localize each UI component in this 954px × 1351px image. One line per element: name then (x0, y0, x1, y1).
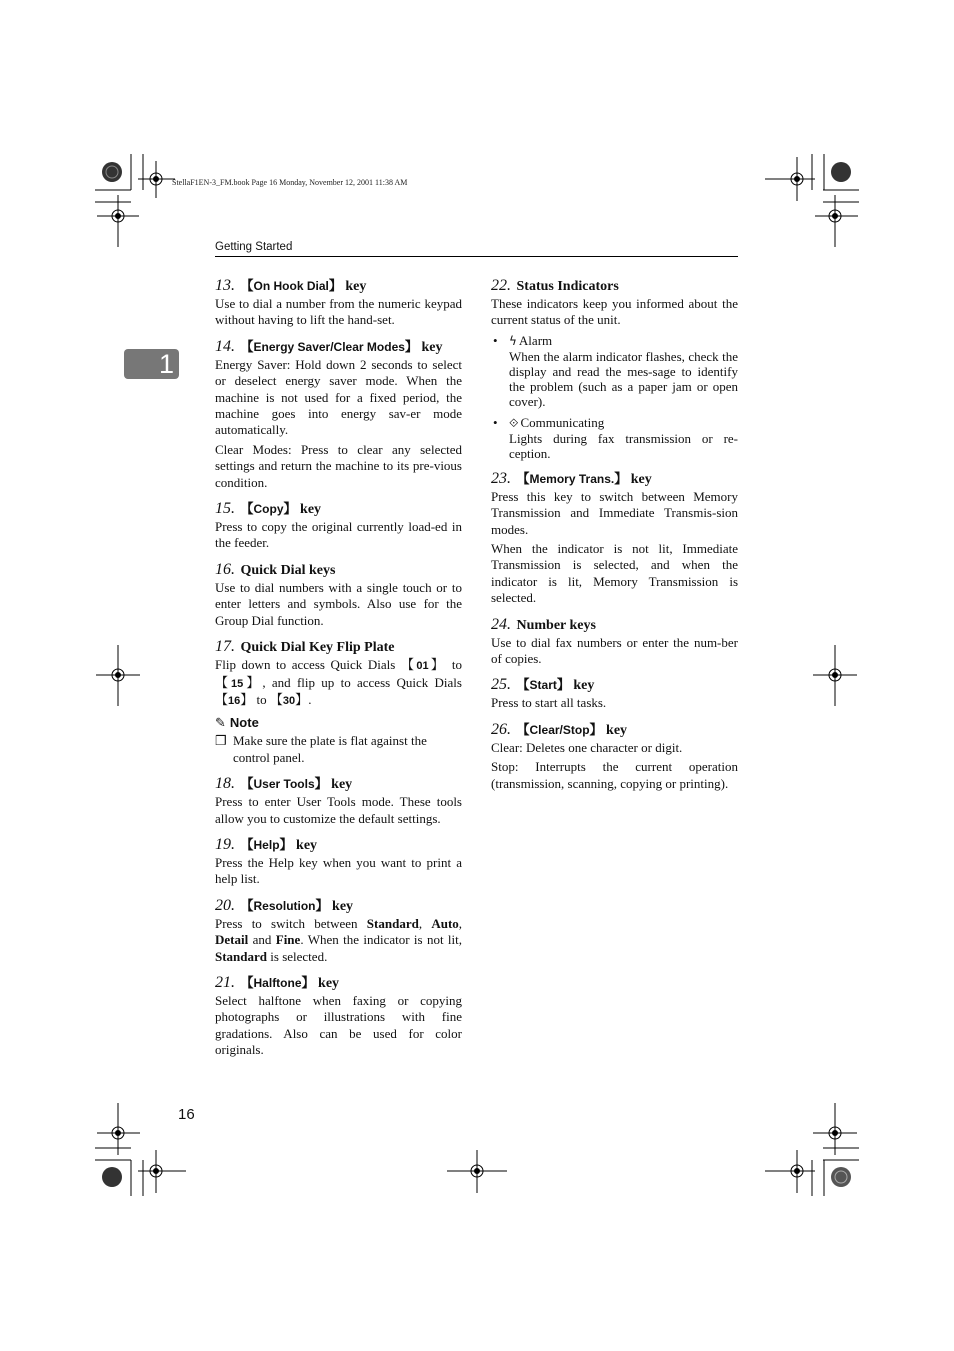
chapter-tab: 1 (124, 349, 179, 379)
checkbox-icon: ❒ (215, 733, 227, 749)
item-heading: 13. 【On Hook Dial】 key (215, 277, 367, 294)
item-paragraph: Press to enter User Tools mode. These tools allow you to customize the default settings. (215, 794, 462, 826)
item-23 (491, 469, 738, 607)
item-paragraph: Stop: Interrupts the current operation (transmission, scanning, copying or printing). (491, 759, 738, 791)
item-heading: 19. 【Help】 key (215, 835, 318, 853)
item-24 (491, 615, 738, 668)
item-paragraph: Energy Saver: Hold down 2 seconds to select or deselect energy saver mode. When the machine is not used for a fixed period, the machine goes into energy sav-er mode automatically. (215, 356, 462, 438)
item-heading: 16. Quick Dial keys (215, 560, 336, 578)
item-16 (215, 560, 462, 629)
bullet-communicating: • ⟐ Communicating Lights during fax transmission or re-ception. (493, 414, 738, 461)
item-heading: 23. 【Memory Trans.】 key (491, 469, 652, 487)
right-column (491, 276, 738, 800)
item-paragraph: Clear: Deletes one character or digit. (491, 739, 683, 755)
item-paragraph: Press to copy the original currently load-ed in the feeder. (215, 519, 462, 551)
item-heading: 24. Number keys (491, 615, 596, 633)
item-paragraph: Use to dial numbers with a single touch or to enter letters and symbols. Also use for the Group Dial function. (215, 579, 462, 628)
running-header: Getting Started (215, 241, 738, 257)
item-25 (491, 675, 738, 711)
item-heading: 14. 【Energy Saver/Clear Modes】 key (215, 337, 443, 355)
item-heading: 26. 【Clear/Stop】 key (491, 720, 628, 738)
item-22: 22. Status Indicators These indicators keep you informed about the current status of the unit. • ϟ Alarm When the alarm indicator flashes, check the display and read the mes-sage to identify the problem (such as a paper jam or open cover). • ⟐ Communicating Lights during fax transmission or re-ception. (491, 277, 738, 461)
item-paragraph: Press the Help key when you want to print a help list. (215, 854, 462, 887)
item-13 (215, 276, 462, 329)
item-heading: 15. 【Copy】 key (215, 500, 322, 518)
print-slug: StellaF1EN-3_FM.book Page 16 Monday, November 12, 2001 11:38 AM (172, 178, 408, 187)
item-17-text: Flip down to access Quick Dials 【01】 to 【15】, and flip up to access Quick Dials 【16】 to 【30】. (215, 657, 463, 707)
item-20: 20. 【Resolution】 key Press to switch between Standard, Auto, Detail and Fine. When the indicator is not lit, Standard is selected. (215, 896, 463, 964)
pencil-icon: ✎ (215, 715, 226, 731)
left-column (215, 276, 462, 1067)
item-14 (215, 337, 462, 491)
item-19 (215, 835, 462, 888)
item-26 (491, 720, 738, 792)
note-item: ❒ Make sure the plate is flat against the control panel. (215, 733, 427, 765)
item-heading: 18. 【User Tools】 key (215, 775, 353, 793)
item-paragraph: Press to start all tasks. (491, 695, 607, 711)
item-paragraph: Use to dial fax numbers or enter the num-ber of copies. (491, 634, 738, 667)
communicating-icon: ⟐ (509, 415, 519, 430)
page-number: 16 (178, 1106, 195, 1123)
item-paragraph: Press this key to switch between Memory Transmission and Immediate Transmis-sion modes. (491, 488, 738, 537)
item-paragraph: Use to dial a number from the numeric keypad without having to lift the hand-set. (215, 296, 462, 328)
item-paragraph: Clear Modes: Press to clear any selected settings and return the machine to its pre-vious condition. (215, 441, 462, 490)
item-paragraph: When the indicator is not lit, Immediate Transmission is selected, and when the indicator is lit, Memory Transmission is selected. (491, 541, 738, 606)
item-heading: 25. 【Start】 key (491, 676, 595, 694)
item-15 (215, 499, 462, 552)
note-heading: ✎ Note (215, 715, 259, 731)
alarm-icon: ϟ (509, 333, 517, 348)
bullet-alarm: • ϟ Alarm When the alarm indicator flashes, check the display and read the mes-sage to identify the problem (such as a paper jam or open cover). (493, 332, 738, 409)
item-21: 21. 【Halftone】 key Select halftone when faxing or copying photographs or illustrations with fine gradations. Also can be used for color originals. (215, 973, 462, 1058)
item-18 (215, 774, 462, 827)
item-17: 17. Quick Dial Key Flip Plate Flip down to access Quick Dials 【01】 to 【15】, and flip up to access Quick Dials 【16】 to 【30】. ✎ Note ❒ Make sure the plate is flat against the control panel. (215, 638, 463, 765)
